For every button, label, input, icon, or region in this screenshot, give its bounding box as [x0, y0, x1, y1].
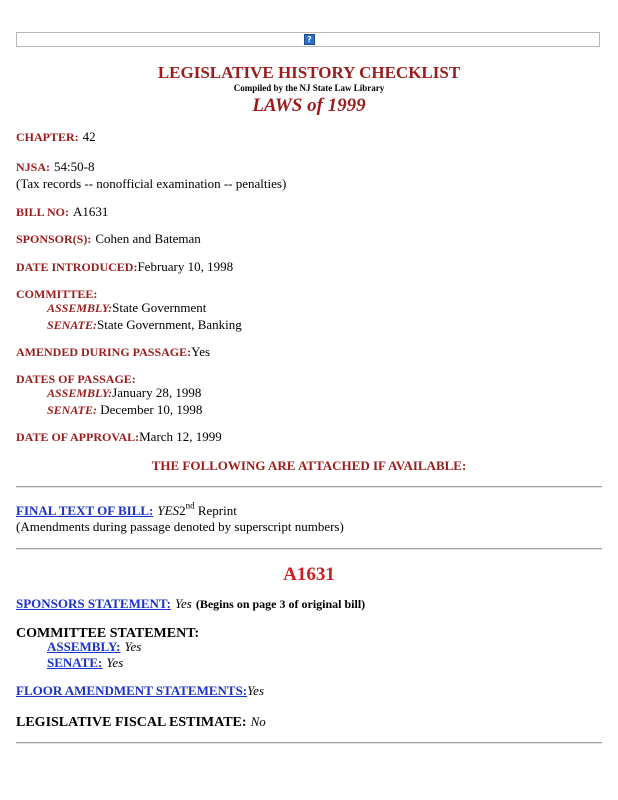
committee-assembly-label: ASSEMBLY: [47, 301, 113, 315]
njsa-row [16, 158, 94, 176]
committee-senate-label: SENATE: [47, 318, 98, 332]
amended-row [16, 343, 210, 361]
help-icon[interactable]: ? [304, 34, 315, 45]
top-banner [16, 32, 600, 47]
chapter-label: CHAPTER: [16, 130, 79, 144]
njsa-value: 54:50-8 [54, 159, 95, 174]
divider-3 [16, 742, 602, 744]
sponsors-statement-row [16, 595, 365, 613]
passage-senate-label: SENATE: [47, 403, 98, 417]
committee-label: COMMITTEE: [16, 287, 98, 301]
chapter-row [16, 128, 96, 146]
chapter-value: 42 [82, 129, 96, 144]
bill-no-label: BILL NO: [16, 205, 70, 219]
date-introduced-label: DATE INTRODUCED: [16, 260, 138, 274]
njsa-label: NJSA: [16, 160, 51, 174]
attached-heading: THE FOLLOWING ARE ATTACHED IF AVAILABLE: [151, 458, 467, 473]
sponsors-label: SPONSOR(S): [16, 232, 92, 246]
dates-passage-label: DATES OF PASSAGE: [16, 372, 136, 386]
passage-assembly-label: ASSEMBLY: [47, 386, 113, 400]
committee-assembly-row [47, 299, 206, 317]
page-title: LEGISLATIVE HISTORY CHECKLIST [157, 63, 461, 82]
committee-assembly-value: State Government [112, 300, 207, 315]
passage-senate-value: December 10, 1998 [97, 402, 203, 417]
floor-amendment-value: Yes [247, 683, 265, 698]
compiled-by-note: Compiled by the NJ State Law Library [233, 83, 385, 93]
sponsors-statement-value: Yes [174, 596, 192, 611]
approval-value: March 12, 1999 [139, 429, 222, 444]
amended-value: Yes [191, 344, 211, 359]
final-text-reprint-word: Reprint [194, 503, 237, 518]
njsa-desc-text: (Tax records -- nonofficial examination -- penalties) [16, 176, 287, 191]
fiscal-estimate-row [16, 713, 266, 731]
committee-statement-assembly-row [47, 638, 141, 655]
final-text-note-row [16, 518, 344, 535]
final-text-row [16, 502, 237, 519]
bill-no-value: A1631 [73, 204, 109, 219]
fiscal-estimate-label: LEGISLATIVE FISCAL ESTIMATE: [16, 715, 247, 730]
committee-statement-label: COMMITTEE STATEMENT: [16, 626, 200, 641]
date-introduced-row [16, 258, 233, 276]
final-text-link[interactable]: FINAL TEXT OF BILL: [16, 503, 154, 518]
passage-assembly-value: January 28, 1998 [112, 385, 202, 400]
divider-2 [16, 548, 602, 550]
njsa-description [16, 175, 286, 192]
floor-amendment-link[interactable]: FLOOR AMENDMENT STATEMENTS: [16, 683, 248, 698]
final-text-value: YES [157, 503, 180, 518]
passage-assembly-row [47, 384, 201, 402]
passage-senate-row [47, 401, 202, 419]
sponsors-statement-link[interactable]: SPONSORS STATEMENT: [16, 596, 171, 611]
fiscal-estimate-value: No [250, 714, 266, 729]
amended-label: AMENDED DURING PASSAGE: [16, 345, 192, 359]
approval-row [16, 428, 222, 446]
sponsors-statement-note: (Begins on page 3 of original bill) [195, 597, 366, 611]
sponsors-value: Cohen and Bateman [95, 231, 201, 246]
committee-senate-value: State Government, Banking [97, 317, 242, 332]
divider-1 [16, 486, 602, 488]
laws-year-heading: LAWS of 1999 [252, 95, 366, 116]
date-introduced-value: February 10, 1998 [137, 259, 234, 274]
committee-statement-senate-row [47, 654, 123, 671]
committee-statement-assembly-value: Yes [124, 639, 142, 654]
approval-label: DATE OF APPROVAL: [16, 430, 140, 444]
final-text-reprint-suffix: nd [185, 500, 195, 511]
committee-statement-assembly-link[interactable]: ASSEMBLY: [47, 639, 121, 654]
bill-no-row [16, 203, 108, 221]
final-text-note: (Amendments during passage denoted by superscript numbers) [16, 519, 344, 534]
committee-senate-row [47, 316, 242, 334]
final-text-reprint-number: 2 [179, 503, 186, 518]
sponsors-row [16, 230, 201, 248]
floor-amendment-row [16, 682, 264, 699]
committee-statement-senate-value: Yes [106, 655, 124, 670]
bill-heading: A1631 [283, 564, 335, 585]
committee-statement-senate-link[interactable]: SENATE: [47, 655, 103, 670]
